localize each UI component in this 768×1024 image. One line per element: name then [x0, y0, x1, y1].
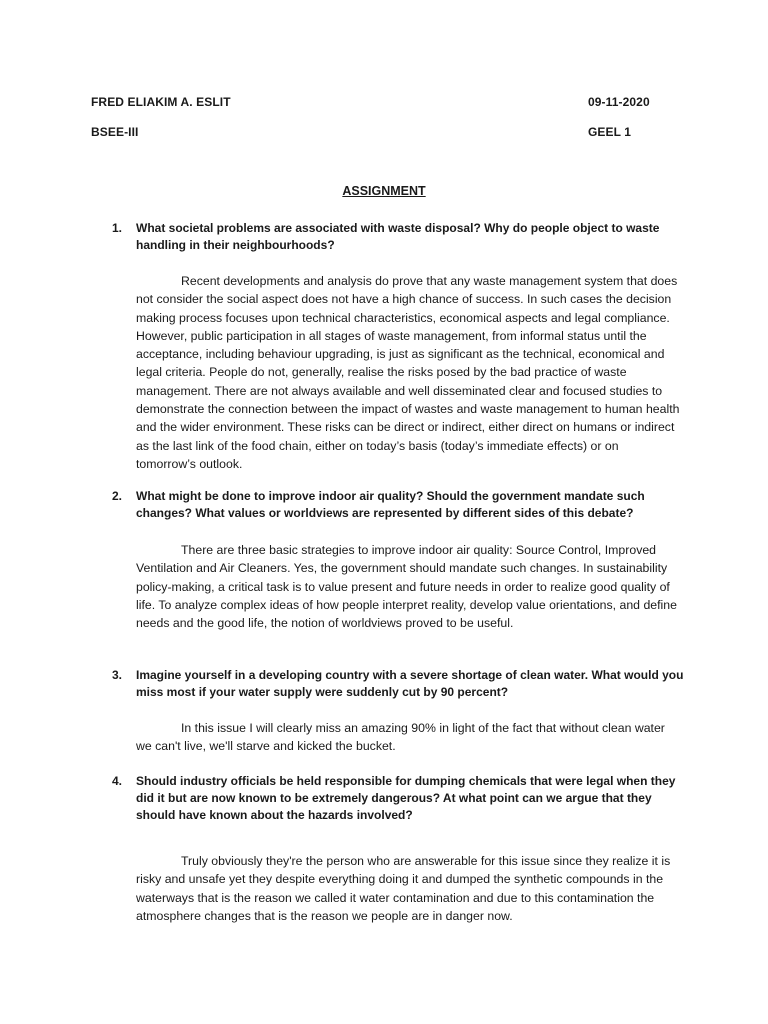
- question-4: Should industry officials be held responsible for dumping chemicals that were legal when they did it but are now known to be extremely dangerous? At what point can we argue that they should have known about the hazards involved?: [136, 774, 676, 822]
- assignment-title: ASSIGNMENT: [342, 184, 426, 198]
- question-1: What societal problems are associated with waste disposal? Why do people object to waste handling in their neighbourhoods?: [136, 221, 660, 252]
- answer-3: In this issue I will clearly miss an amazing 90% in light of the fact that without clean water we can't live, we'll starve and kicked the bucket.: [136, 721, 665, 754]
- question-number-2: 2.: [112, 489, 123, 503]
- question-number-3: 3.: [112, 668, 123, 682]
- question-2: What might be done to improve indoor air quality? Should the government mandate such changes? What values or worldviews are represented by different sides of this debate?: [136, 489, 645, 520]
- answer-4: Truly obviously they're the person who are answerable for this issue since they realize it is risky and unsafe yet they despite everything doing it and dumped the synthetic compounds in the waterways that is the reason we called it water contamination and due to this contamination the atmosphere changes that is the reason we people are in danger now.: [136, 854, 671, 923]
- student-name: FRED ELIAKIM A. ESLIT: [91, 95, 231, 109]
- question-number-1: 1.: [112, 221, 123, 235]
- question-number-4: 4.: [112, 774, 123, 788]
- subject: GEEL 1: [588, 125, 632, 139]
- answer-1: Recent developments and analysis do prove that any waste management system that does not consider the social aspect does not have a high chance of success. In such cases the decision making process focuses upon technical characteristics, economical aspects and legal compliance. However, public participation in all stages of waste management, from informal status until the acceptance, including behaviour upgrading, is just as significant as the technical, economical and legal criteria. People do not, generally, realise the risks posed by the bad practice of waste management. There are not always available and well disseminated clear and focused studies to demonstrate the connection between the impact of wastes and waste management to human health and the wider environment. These risks can be direct or indirect, either direct on humans or indirect as the last link of the food chain, either on today’s basis (today’s immediate effects) or on tomorrow’s outlook.: [136, 274, 680, 471]
- date: 09-11-2020: [588, 95, 650, 109]
- course: BSEE-III: [91, 125, 139, 139]
- answer-2: There are three basic strategies to improve indoor air quality: Source Control, Improved Ventilation and Air Cleaners. Yes, the government should mandate such changes. In sustainability policy-making, a critical task is to value present and future needs in order to realize good quality of life. To analyze complex ideas of how people interpret reality, develop value orientations, and define needs and the good life, the notion of worldviews proved to be useful.: [136, 543, 677, 631]
- question-3: Imagine yourself in a developing country with a severe shortage of clean water. What would you miss most if your water supply were suddenly cut by 90 percent?: [136, 668, 684, 699]
